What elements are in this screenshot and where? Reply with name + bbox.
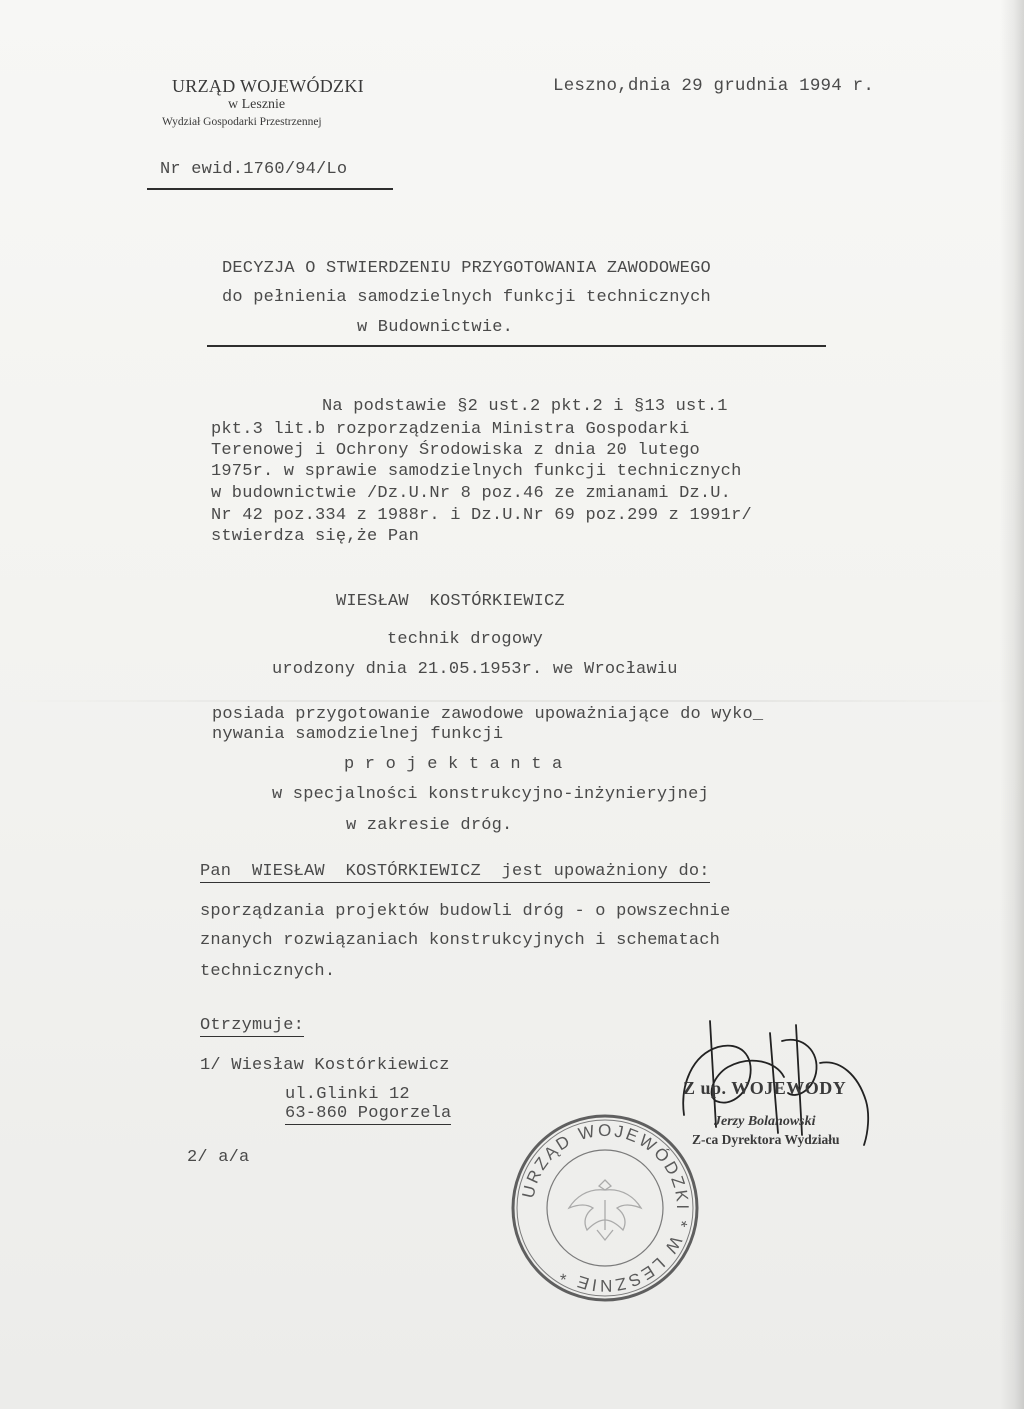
recipient-1-street: ul.Glinki 12 (285, 1085, 410, 1104)
decision-subtitle-2: w Budownictwie. (357, 318, 514, 337)
decision-title: DECYZJA O STWIERDZENIU PRZYGOTOWANIA ZAWODOWEGO (222, 259, 711, 278)
person-profession: technik drogowy (387, 630, 544, 649)
seal-text: URZĄD WOJEWÓDZKI * W LESZNIE * (518, 1120, 693, 1296)
recipient-1-city: 63-860 Pogorzela (285, 1104, 452, 1123)
legal-basis-line: Na podstawie §2 ust.2 pkt.2 i §13 ust.1 (322, 397, 728, 416)
legal-basis-line: Nr 42 poz.334 z 1988r. i Dz.U.Nr 69 poz.299 z 1991r/ (211, 506, 752, 525)
person-birth: urodzony dnia 21.05.1953r. we Wrocławiu (272, 660, 678, 679)
person-name: WIESŁAW KOSTÓRKIEWICZ (336, 592, 565, 611)
authorization-heading: Pan WIESŁAW KOSTÓRKIEWICZ jest upoważniony do: (200, 862, 710, 881)
office-name: URZĄD WOJEWÓDZKI (172, 76, 364, 96)
paper-fold (0, 700, 1024, 702)
recipient-2: 2/ a/a (187, 1148, 250, 1167)
place-and-date: Leszno,dnia 29 grudnia 1994 r. (553, 76, 875, 96)
reference-number: Nr ewid.1760/94/Lo (160, 160, 348, 179)
legal-basis-line: Terenowej i Ochrony Środowiska z dnia 20 lutego (211, 441, 700, 460)
qualification-specialty: w specjalności konstrukcyjno-inżynieryjnej (272, 785, 709, 804)
qualification-line: nywania samodzielnej funkcji (212, 725, 504, 744)
title-rule (207, 345, 826, 347)
authorization-text: znanych rozwiązaniach konstrukcyjnych i schematach (200, 931, 721, 950)
office-department: Wydział Gospodarki Przestrzennej (162, 116, 322, 128)
signature-authority: Z up. WOJEWODY (683, 1078, 847, 1098)
authorization-text: technicznych. (200, 962, 336, 981)
legal-basis-line: w budownictwie /Dz.U.Nr 8 poz.46 ze zmianami Dz.U. (211, 484, 732, 503)
qualification-scope: w zakresie dróg. (346, 816, 513, 835)
legal-basis-line: 1975r. w sprawie samodzielnych funkcji technicznych (211, 462, 742, 481)
eagle-emblem-icon (569, 1180, 641, 1240)
office-city: w Lesznie (228, 97, 286, 112)
qualification-role: p r o j e k t a n t a (344, 755, 563, 774)
recipient-1-name: 1/ Wiesław Kostórkiewicz (200, 1056, 450, 1075)
paper-edge-shadow (1000, 0, 1024, 1409)
qualification-line: posiada przygotowanie zawodowe upoważniające do wyko_ (212, 705, 764, 724)
decision-subtitle: do pełnienia samodzielnych funkcji technicznych (222, 288, 711, 307)
legal-basis-line: stwierdza się,że Pan (211, 527, 420, 546)
legal-basis-line: pkt.3 lit.b rozporządzenia Ministra Gospodarki (211, 420, 690, 439)
signature-title: Z-ca Dyrektora Wydziału (692, 1132, 840, 1147)
header-rule (147, 188, 393, 190)
authorization-text: sporządzania projektów budowli dróg - o powszechnie (200, 902, 731, 921)
recipients-heading: Otrzymuje: (200, 1016, 305, 1035)
signature-name: Jerzy Bolanowski (714, 1114, 816, 1129)
